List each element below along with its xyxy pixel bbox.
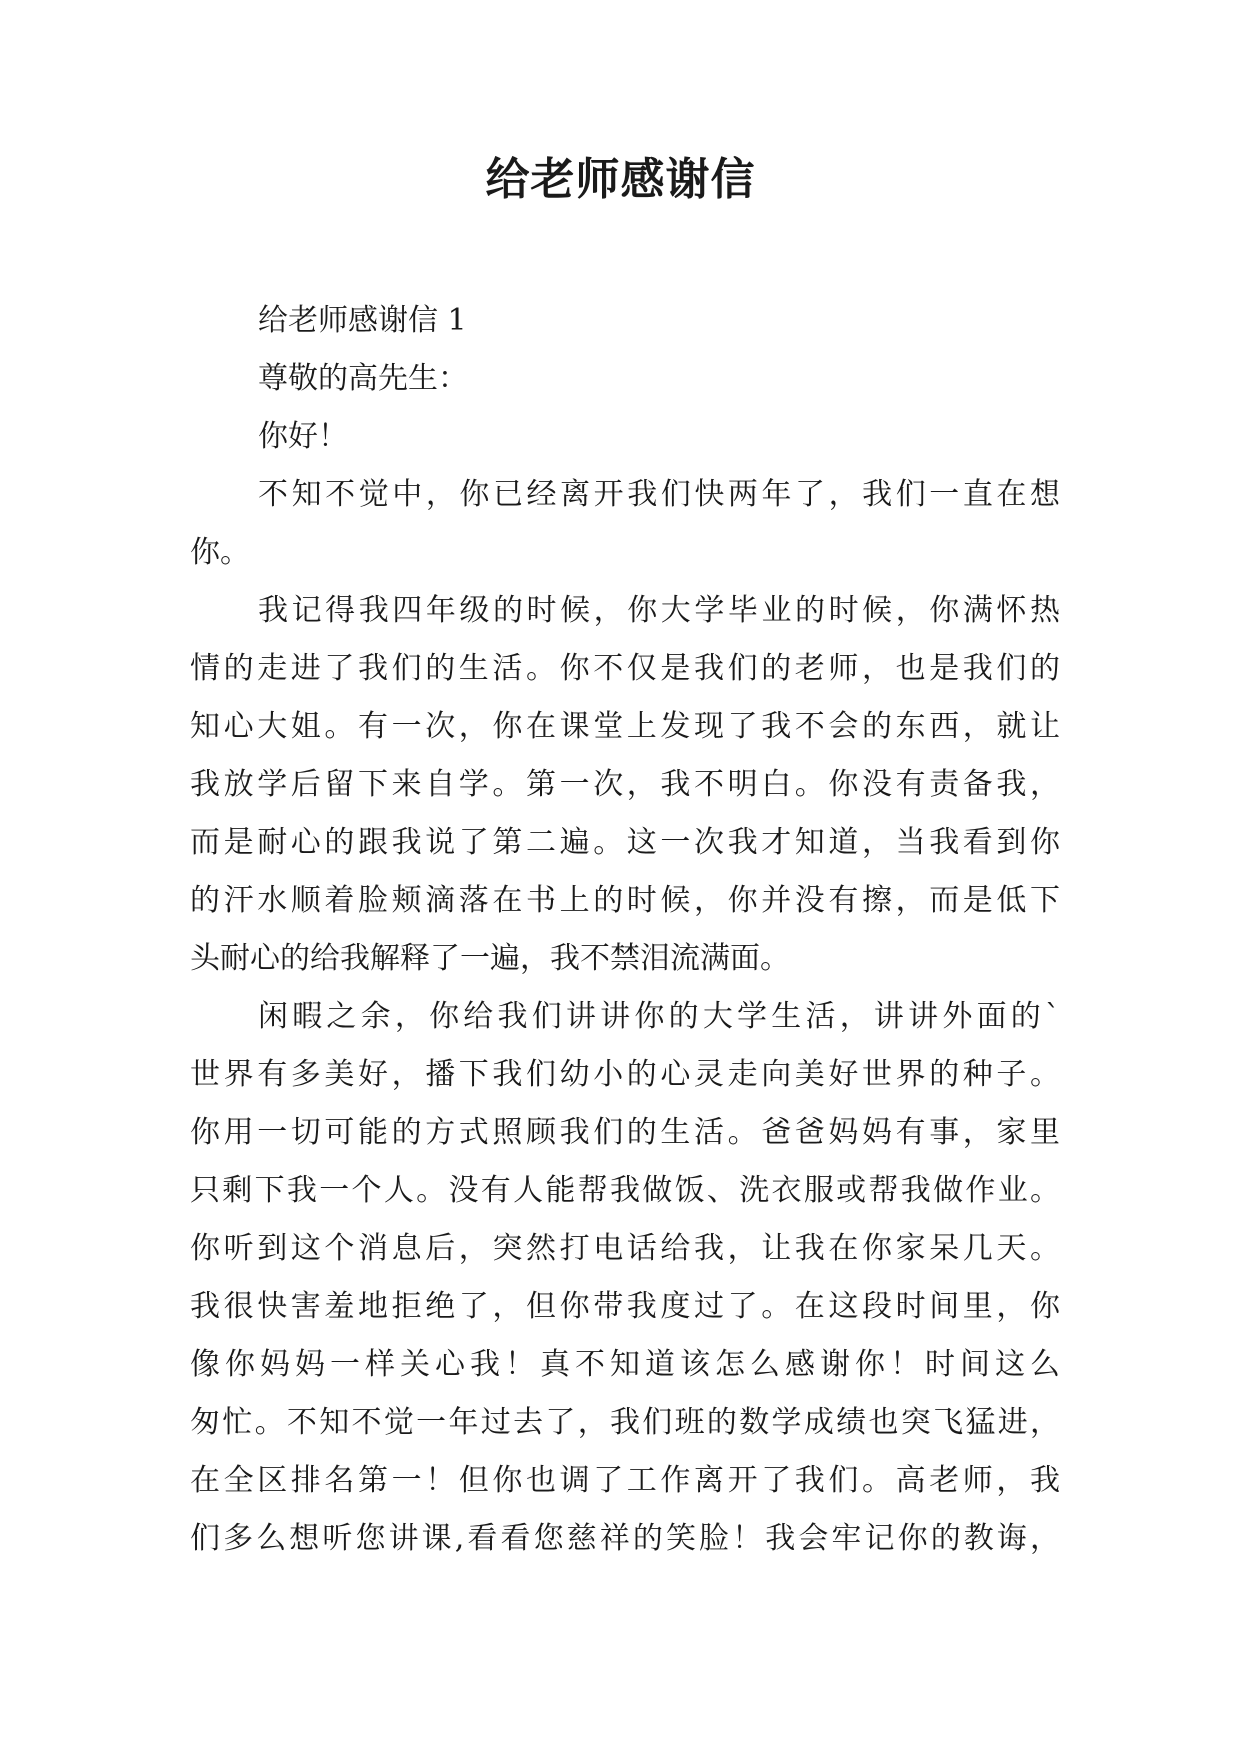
text-line: 像你妈妈一样关心我！真不知道该怎么感谢你！时间这么 [190, 1347, 1060, 1382]
document-title: 给老师感谢信 [485, 154, 756, 205]
letter-body [190, 292, 1060, 1568]
text-line: 尊敬的高先生： [258, 361, 468, 396]
text-line: 闲暇之余，你给我们讲讲你的大学生活，讲讲外面的` [258, 999, 1060, 1034]
text-line: 我记得我四年级的时候，你大学毕业的时候，你满怀热 [258, 593, 1060, 628]
text-line: 你用一切可能的方式照顾我们的生活。爸爸妈妈有事，家里 [190, 1115, 1060, 1150]
text-line: 的汗水顺着脸颊滴落在书上的时候，你并没有擦，而是低下 [190, 883, 1060, 918]
text-line: 不知不觉中，你已经离开我们快两年了，我们一直在想 [258, 477, 1060, 512]
text-line: 我放学后留下来自学。第一次，我不明白。你没有责备我， [190, 767, 1060, 802]
text-line: 我很快害羞地拒绝了，但你带我度过了。在这段时间里，你 [190, 1289, 1060, 1324]
text-line: 们多么想听您讲课,看看您慈祥的笑脸！我会牢记你的教诲， [190, 1521, 1060, 1556]
text-line: 你。 [190, 535, 250, 570]
text-line: 你好！ [258, 419, 348, 454]
text-line: 世界有多美好，播下我们幼小的心灵走向美好世界的种子。 [190, 1057, 1060, 1092]
text-line: 知心大姐。有一次，你在课堂上发现了我不会的东西，就让 [190, 709, 1060, 744]
text-line: 给老师感谢信 1 [258, 303, 467, 338]
text-line: 匆忙。不知不觉一年过去了，我们班的数学成绩也突飞猛进， [190, 1405, 1060, 1440]
text-line: 而是耐心的跟我说了第二遍。这一次我才知道，当我看到你 [190, 825, 1060, 860]
text-line: 只剩下我一个人。没有人能帮我做饭、洗衣服或帮我做作业。 [190, 1173, 1060, 1208]
text-line: 头耐心的给我解释了一遍，我不禁泪流满面。 [190, 941, 790, 976]
text-line: 情的走进了我们的生活。你不仅是我们的老师，也是我们的 [190, 651, 1060, 686]
text-line: 你听到这个消息后，突然打电话给我，让我在你家呆几天。 [190, 1231, 1060, 1266]
text-line: 在全区排名第一！但你也调了工作离开了我们。高老师，我 [190, 1463, 1060, 1498]
